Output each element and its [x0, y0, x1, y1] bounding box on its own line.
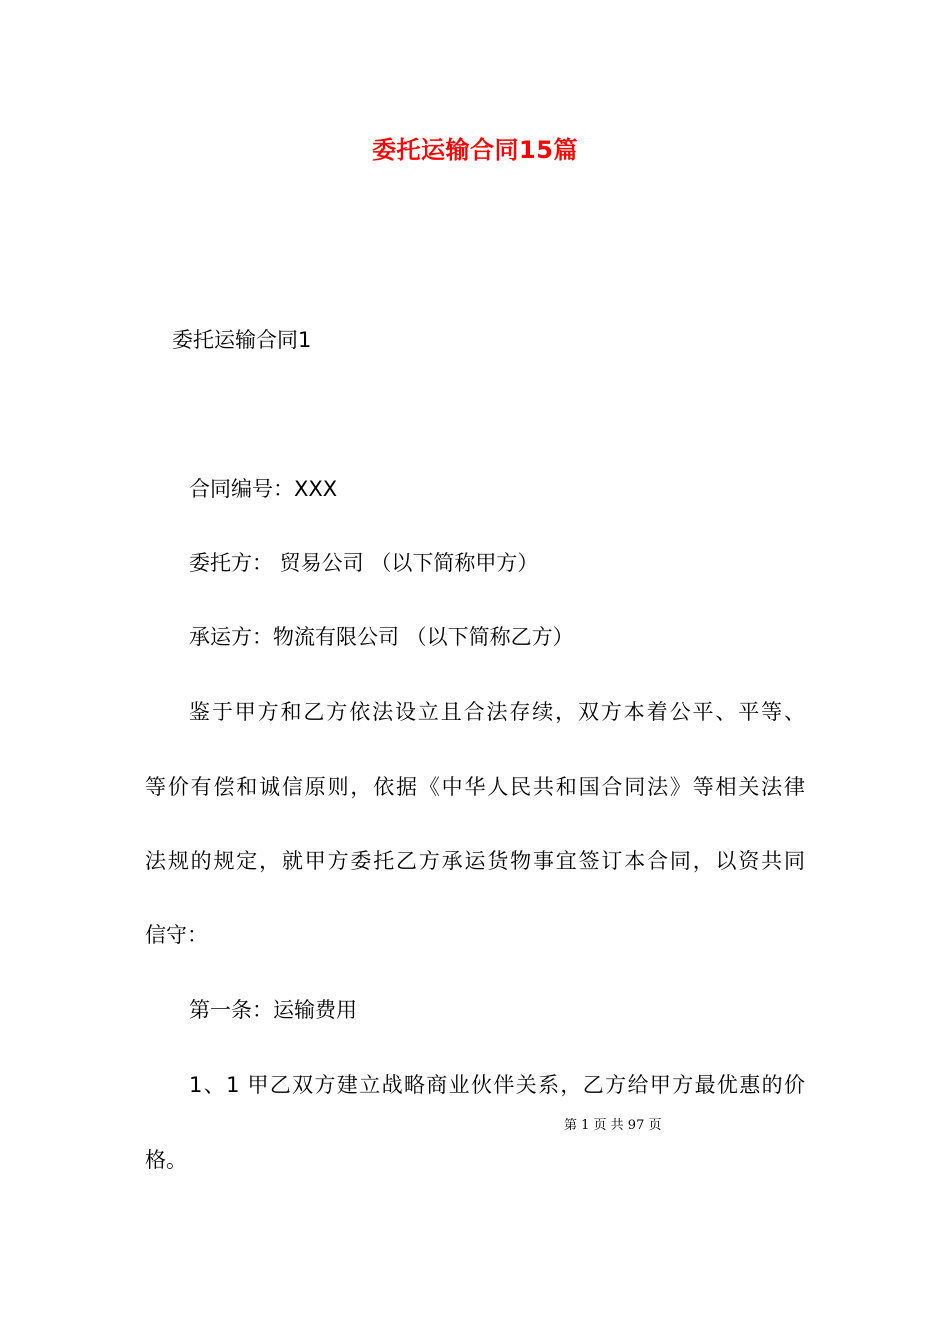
carrier-party: 承运方：物流有限公司 （以下简称乙方）	[189, 625, 574, 649]
clause-1-1-line-1	[189, 1070, 805, 1100]
preamble-text-3: 法规的规定，就甲方委托乙方承运货物事宜签订本合同，以资共同	[145, 849, 805, 873]
preamble-text-1: 鉴于甲方和乙方依法设立且合法存续，双方本着公平、平等、	[189, 700, 805, 724]
preamble-line-1	[189, 697, 805, 727]
principal-party: 委托方： 贸易公司 （以下简称甲方）	[189, 551, 539, 575]
preamble-line-2	[145, 772, 805, 802]
preamble-line-4: 信守：	[145, 923, 208, 947]
section-title: 委托运输合同1	[172, 328, 312, 352]
preamble-text-2: 等价有偿和诚信原则，依据《中华人民共和国合同法》等相关法律	[145, 775, 805, 799]
page-footer: 第 1 页 共 97 页	[564, 1118, 662, 1133]
clause-1-1-line-2: 格。	[145, 1148, 187, 1172]
article-1-heading: 第一条：运输费用	[189, 998, 357, 1022]
clause-1-1-text-1: 1、1 甲乙双方建立战略商业伙伴关系，乙方给甲方最优惠的价	[189, 1073, 805, 1097]
preamble-line-3	[145, 846, 805, 876]
document-title: 委托运输合同15篇	[372, 136, 578, 164]
contract-number: 合同编号：XXX	[189, 477, 338, 501]
